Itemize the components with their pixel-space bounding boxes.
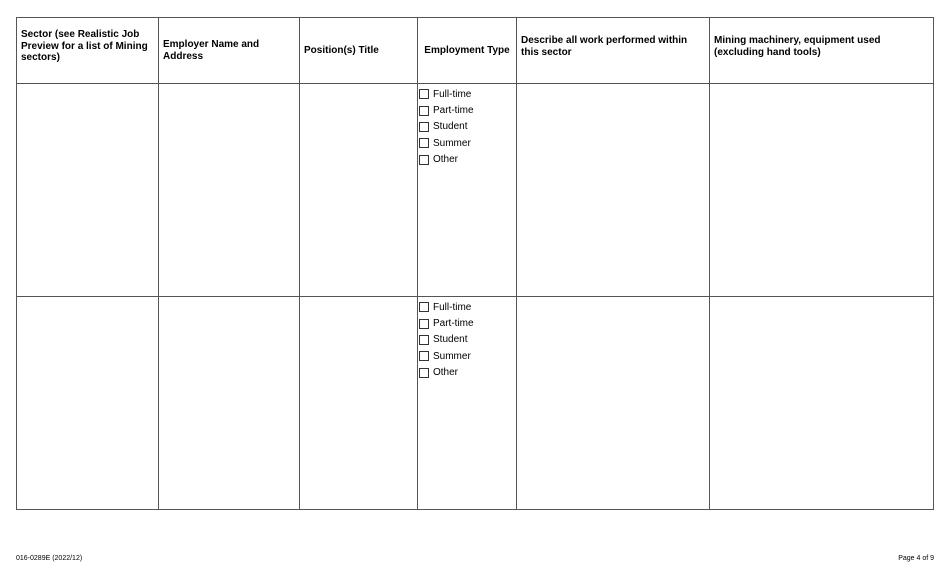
position-cell[interactable] [300,297,418,510]
header-machinery: Mining machinery, equipment used (excluding hand tools) [710,18,934,84]
position-cell[interactable] [300,84,418,297]
header-position: Position(s) Title [300,18,418,84]
option-full-time[interactable] [419,86,516,102]
employment-type-cell [418,84,517,297]
work-description-cell[interactable] [517,84,710,297]
header-sector: Sector (see Realistic Job Preview for a list of Mining sectors) [17,18,159,84]
option-label: Full-time [433,301,472,313]
option-label: Summer [433,350,471,362]
sector-cell[interactable] [17,84,159,297]
checkbox[interactable] [419,351,429,361]
option-label: Other [433,154,459,166]
header-employment-type: Employment Type [418,18,517,84]
employment-type-options [418,84,516,168]
option-full-time[interactable] [419,299,516,315]
checkbox[interactable] [419,319,429,329]
checkbox[interactable] [419,368,429,378]
option-part-time[interactable] [419,102,516,118]
checkbox[interactable] [419,302,429,312]
option-other[interactable] [419,152,516,168]
checkbox[interactable] [419,335,429,345]
table-row [17,84,934,297]
option-label: Full-time [433,88,472,100]
sector-cell[interactable] [17,297,159,510]
option-label: Part-time [433,105,474,117]
option-label: Student [433,334,468,346]
option-summer[interactable] [419,348,516,364]
employer-cell[interactable] [159,297,300,510]
option-label: Summer [433,137,471,149]
machinery-cell[interactable] [710,84,934,297]
option-student[interactable] [419,119,516,135]
header-work-description: Describe all work performed within this sector [517,18,710,84]
option-other[interactable] [419,365,516,381]
employment-type-cell [418,297,517,510]
option-label: Other [433,367,459,379]
form-number: 016-0289E (2022/12) [16,555,83,562]
checkbox[interactable] [419,89,429,99]
employment-history-table [16,17,934,510]
checkbox[interactable] [419,106,429,116]
option-part-time[interactable] [419,315,516,331]
table-header-row [17,18,934,84]
option-summer[interactable] [419,135,516,151]
option-student[interactable] [419,332,516,348]
employer-cell[interactable] [159,84,300,297]
work-description-cell[interactable] [517,297,710,510]
employment-type-options [418,297,516,381]
option-label: Student [433,121,468,133]
header-employer: Employer Name and Address [159,18,300,84]
table-row [17,297,934,510]
machinery-cell[interactable] [710,297,934,510]
checkbox[interactable] [419,138,429,148]
checkbox[interactable] [419,155,429,165]
page-number: Page 4 of 9 [898,555,934,562]
checkbox[interactable] [419,122,429,132]
option-label: Part-time [433,318,474,330]
